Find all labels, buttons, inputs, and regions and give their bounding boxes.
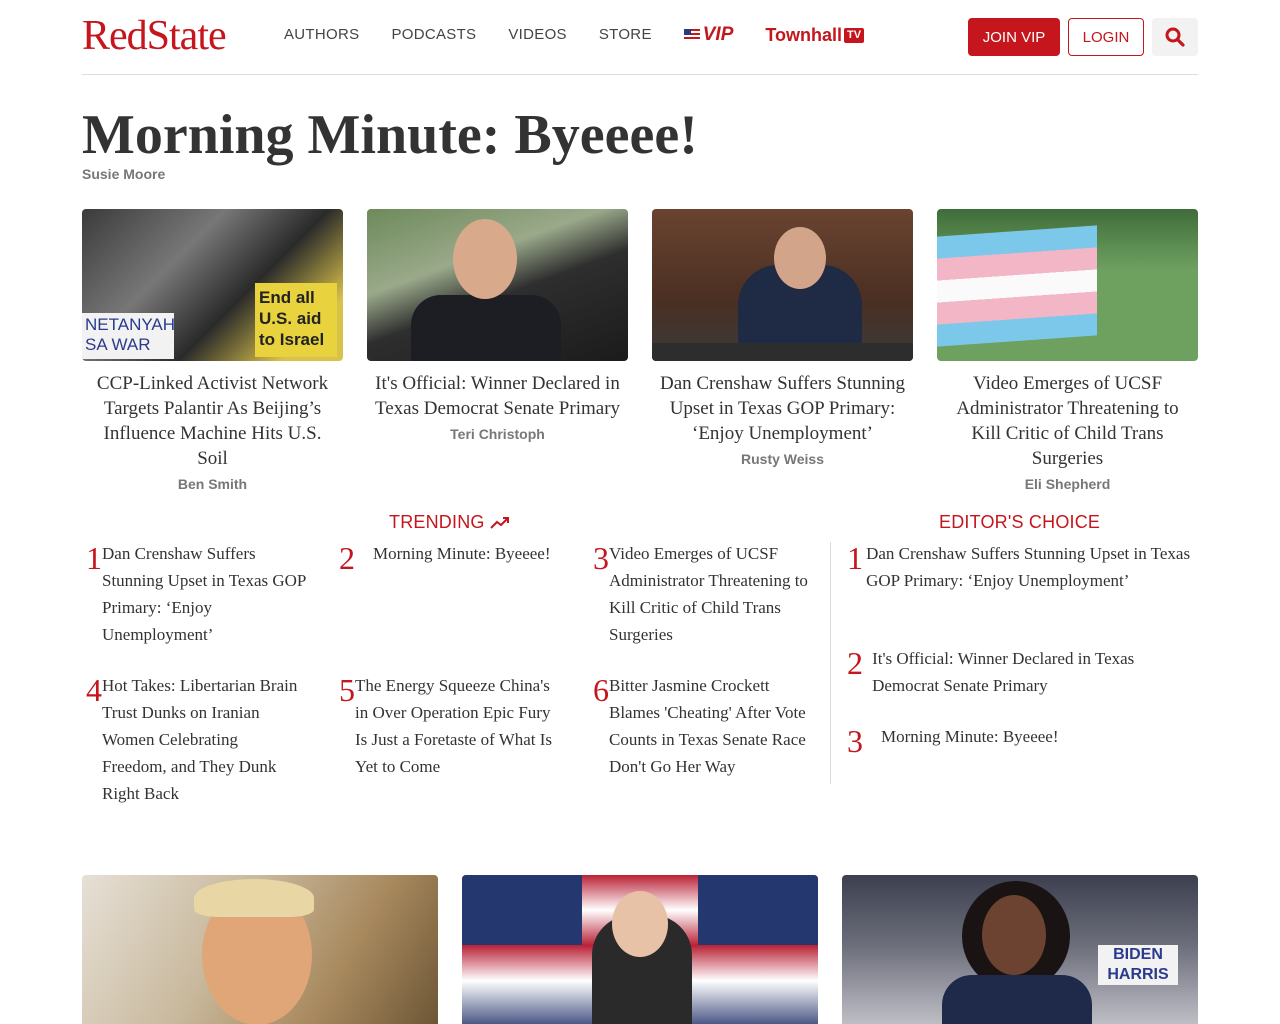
trending-heading (389, 512, 510, 533)
story-image[interactable] (367, 209, 628, 361)
nav-podcasts[interactable]: PODCASTS (391, 26, 477, 43)
page-title[interactable]: Morning Minute: Byeeee! (82, 104, 698, 166)
vip-label: VIP (702, 24, 734, 45)
rank-number: 5 (339, 672, 355, 708)
photo-detail (453, 219, 517, 299)
photo-detail (462, 875, 582, 945)
editors-choice-heading: EDITOR'S CHOICE (939, 512, 1101, 532)
photo-detail (698, 875, 818, 945)
rank-number: 3 (593, 540, 609, 576)
join-vip-button[interactable]: JOIN VIP (968, 18, 1060, 56)
photo-detail (194, 879, 314, 917)
headline-author[interactable]: Susie Moore (82, 166, 166, 182)
story-author[interactable]: Eli Shepherd (1024, 476, 1111, 492)
trending-item-title[interactable]: Dan Crenshaw Suffers Stunning Upset in Texas GOP Primary: ‘Enjoy Unemployment’ (102, 544, 306, 644)
protest-sign: NETANYAH SA WAR (82, 313, 174, 359)
story-image[interactable] (652, 209, 913, 361)
story-author[interactable]: Teri Christoph (450, 426, 545, 442)
editors-choice-title[interactable]: Morning Minute: Byeeee! (881, 727, 1059, 746)
rank-number: 2 (339, 540, 355, 576)
photo-detail (942, 975, 1092, 1024)
trending-item-title[interactable]: Video Emerges of UCSF Administrator Threatening to Kill Critic of Child Trans Surgeries (609, 544, 808, 644)
nav-authors[interactable]: AUTHORS (284, 26, 360, 43)
trending-item-title[interactable]: Bitter Jasmine Crockett Blames 'Cheating' After Vote Counts in Texas Senate Race Don't Go Her Way (609, 676, 806, 776)
story-card[interactable] (937, 209, 1198, 492)
us-flag-icon (684, 29, 700, 41)
trending-up-icon (490, 516, 510, 530)
editors-choice-title[interactable]: Dan Crenshaw Suffers Stunning Upset in Texas GOP Primary: ‘Enjoy Unemployment’ (866, 544, 1191, 590)
column-divider (830, 542, 831, 784)
story-title[interactable]: Video Emerges of UCSF Administrator Threatening to Kill Critic of Child Trans Surgeries (956, 373, 1179, 469)
story-title[interactable]: Dan Crenshaw Suffers Stunning Upset in Texas GOP Primary: ‘Enjoy Unemployment’ (659, 373, 906, 444)
rank-number: 2 (847, 645, 863, 681)
trending-item-title[interactable]: Morning Minute: Byeeee! (373, 544, 551, 563)
story-title[interactable]: It's Official: Winner Declared in Texas Democrat Senate Primary (374, 373, 621, 419)
story-author[interactable]: Rusty Weiss (741, 451, 824, 467)
photo-detail (652, 343, 913, 361)
trending-item[interactable] (82, 672, 302, 807)
search-icon (1165, 27, 1185, 47)
story-card[interactable] (367, 209, 628, 492)
rank-number: 1 (847, 540, 863, 576)
site-logo[interactable]: RedState (82, 13, 226, 59)
story-author[interactable]: Ben Smith (177, 476, 248, 492)
townhall-label: Townhall (765, 24, 843, 45)
rank-number: 3 (847, 723, 863, 759)
nav-vip[interactable] (684, 24, 734, 46)
story-image[interactable] (462, 875, 818, 1024)
photo-detail (774, 227, 826, 289)
editors-choice-item[interactable] (843, 645, 1198, 699)
photo-detail (411, 295, 561, 361)
main-nav (284, 24, 864, 46)
trending-item-title[interactable]: The Energy Squeeze China's in Over Operation Epic Fury Is Just a Foretaste of What Is Yet to Come (355, 676, 553, 776)
trending-item[interactable] (82, 540, 312, 648)
story-image[interactable] (937, 209, 1198, 361)
story-image[interactable] (82, 875, 438, 1024)
trending-label: TRENDING (389, 512, 485, 532)
login-button[interactable]: LOGIN (1068, 18, 1144, 56)
featured-stories (82, 209, 1198, 492)
story-title[interactable]: CCP-Linked Activist Network Targets Palantir As Beijing’s Influence Machine Hits U.S. Soil (96, 373, 329, 469)
rank-number: 6 (593, 672, 609, 708)
trending-item[interactable] (589, 540, 821, 648)
nav-videos[interactable]: VIDEOS (508, 26, 567, 43)
search-button[interactable] (1152, 18, 1198, 56)
campaign-sign: BIDEN HARRIS (1098, 945, 1178, 985)
trending-item[interactable] (335, 540, 575, 576)
editors-choice-title[interactable]: It's Official: Winner Declared in Texas Democrat Senate Primary (872, 649, 1135, 695)
more-stories (82, 875, 1198, 1024)
nav-store[interactable]: STORE (598, 26, 652, 43)
editors-choice-item[interactable] (843, 723, 1198, 759)
trending-item-title[interactable]: Hot Takes: Libertarian Brain Trust Dunks on Iranian Women Celebrating Freedom, and They Dunk Right Back (102, 676, 298, 803)
story-card[interactable] (82, 209, 343, 492)
story-card[interactable] (652, 209, 913, 492)
protest-sign: End all U.S. aid to Israel (255, 283, 337, 357)
site-header (82, 0, 1198, 75)
trending-item[interactable] (335, 672, 557, 780)
tv-label: TV (844, 28, 864, 43)
trending-item[interactable] (589, 672, 811, 780)
editors-choice-item[interactable] (843, 540, 1198, 594)
story-image[interactable] (82, 209, 343, 361)
photo-detail (982, 895, 1046, 975)
rank-number: 4 (86, 672, 102, 708)
photo-detail (612, 891, 668, 957)
rank-number: 1 (86, 540, 102, 576)
story-image[interactable] (842, 875, 1198, 1024)
photo-detail (937, 225, 1097, 346)
nav-townhall-tv[interactable] (765, 25, 864, 46)
